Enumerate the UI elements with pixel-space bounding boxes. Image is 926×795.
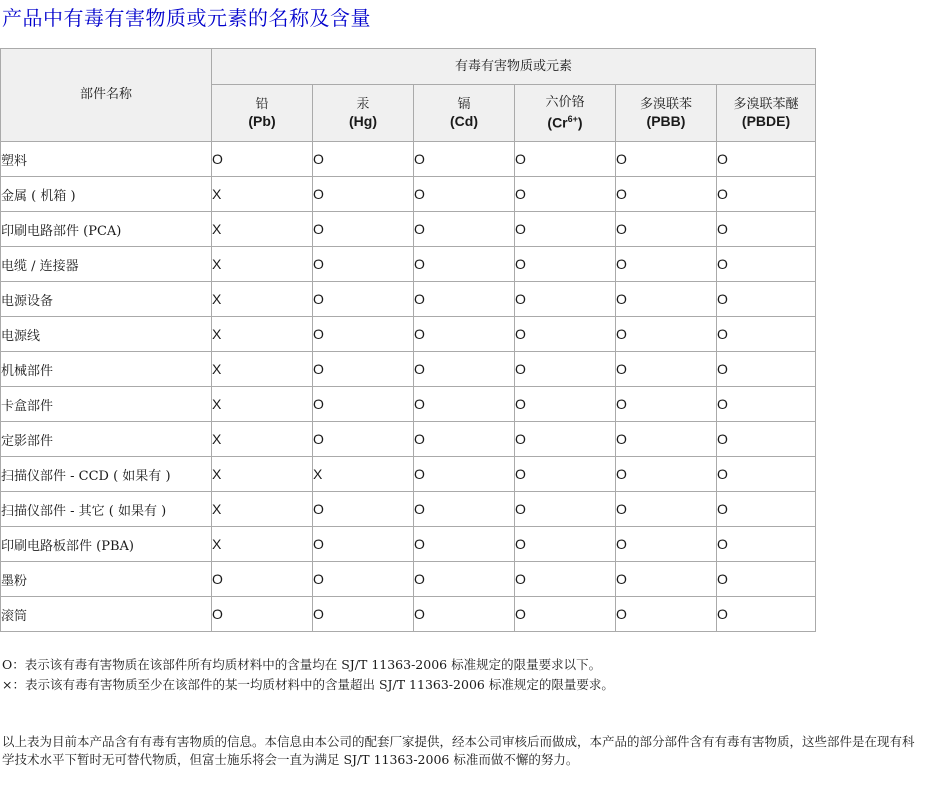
substance-value-cell: O: [313, 247, 414, 282]
column-name: 铅: [255, 97, 269, 112]
table-row: [1, 457, 816, 492]
part-name-cell: 电缆 / 连接器: [1, 247, 212, 282]
substance-value-cell: O: [414, 177, 515, 212]
substance-value-cell: O: [717, 282, 816, 317]
substance-value-cell: X: [212, 492, 313, 527]
table-row: [1, 212, 816, 247]
substance-value-cell: O: [414, 247, 515, 282]
substance-value-cell: X: [212, 457, 313, 492]
part-name-cell: 墨粉: [1, 562, 212, 597]
substance-value-cell: X: [212, 527, 313, 562]
column-name: 汞: [356, 97, 370, 112]
substance-value-cell: X: [212, 352, 313, 387]
substance-value-cell: O: [414, 317, 515, 352]
column-header-pbde: [717, 85, 816, 142]
substance-value-cell: X: [212, 247, 313, 282]
substance-value-cell: O: [717, 177, 816, 212]
substance-value-cell: O: [717, 597, 816, 632]
column-header-mercury: [313, 85, 414, 142]
substance-value-cell: O: [414, 282, 515, 317]
substance-value-cell: O: [313, 317, 414, 352]
column-header-lead: [212, 85, 313, 142]
substance-value-cell: O: [515, 597, 616, 632]
part-name-cell: 印刷电路部件 (PCA): [1, 212, 212, 247]
substance-value-cell: O: [717, 142, 816, 177]
substance-value-cell: O: [717, 352, 816, 387]
x-legend-note: ×：表示该有毒有害物质至少在该部件的某一均质材料中的含量超出 SJ/T 11363-2006 标准规定的限量要求。: [2, 677, 614, 692]
table-row: [1, 282, 816, 317]
part-name-cell: 扫描仪部件 - 其它 ( 如果有 ): [1, 492, 212, 527]
substance-value-cell: O: [414, 457, 515, 492]
substance-value-cell: O: [313, 387, 414, 422]
substance-value-cell: O: [616, 492, 717, 527]
substance-value-cell: O: [717, 527, 816, 562]
substance-value-cell: O: [212, 597, 313, 632]
page-title: 产品中有毒有害物质或元素的名称及含量: [2, 6, 371, 30]
substance-value-cell: O: [515, 562, 616, 597]
substance-value-cell: O: [616, 562, 717, 597]
substance-value-cell: O: [616, 597, 717, 632]
substance-value-cell: O: [515, 142, 616, 177]
substance-value-cell: O: [616, 177, 717, 212]
o-legend-note: O：表示该有毒有害物质在该部件所有均质材料中的含量均在 SJ/T 11363-2006 标准规定的限量要求以下。: [2, 657, 602, 672]
substance-value-cell: O: [212, 142, 313, 177]
substance-value-cell: O: [717, 387, 816, 422]
substance-value-cell: O: [313, 562, 414, 597]
part-name-cell: 金属 ( 机箱 ): [1, 177, 212, 212]
substance-value-cell: O: [515, 387, 616, 422]
substance-value-cell: O: [313, 597, 414, 632]
column-name: 多溴联苯: [639, 97, 692, 112]
table-row: [1, 142, 816, 177]
substance-value-cell: O: [515, 527, 616, 562]
substance-value-cell: O: [414, 597, 515, 632]
substance-value-cell: O: [515, 422, 616, 457]
table-row: [1, 597, 816, 632]
substance-value-cell: X: [212, 212, 313, 247]
part-name-cell: 印刷电路板部件 (PBA): [1, 527, 212, 562]
substance-value-cell: O: [717, 422, 816, 457]
substance-value-cell: X: [212, 282, 313, 317]
substance-value-cell: O: [616, 352, 717, 387]
substance-value-cell: X: [313, 457, 414, 492]
substance-value-cell: O: [515, 247, 616, 282]
substance-value-cell: O: [616, 142, 717, 177]
table-row: [1, 352, 816, 387]
part-name-cell: 卡盒部件: [1, 387, 212, 422]
substance-value-cell: O: [414, 387, 515, 422]
substance-value-cell: O: [515, 212, 616, 247]
column-symbol: (PBDE): [741, 113, 791, 129]
column-symbol: [515, 111, 615, 131]
substance-value-cell: X: [212, 422, 313, 457]
part-name-cell: 塑料: [1, 142, 212, 177]
legend-notes: [2, 655, 922, 695]
substance-value-cell: O: [414, 422, 515, 457]
table-row: [1, 387, 816, 422]
part-name-cell: 电源设备: [1, 282, 212, 317]
table-row: [1, 422, 816, 457]
symbol-superscript: 6+: [567, 114, 578, 125]
substance-value-cell: O: [515, 457, 616, 492]
symbol-base: (Cr: [547, 114, 568, 131]
hazardous-substances-table: [0, 48, 816, 632]
info-paragraph: 以上表为目前本产品含有有毒有害物质的信息。本信息由本公司的配套厂家提供，经本公司审核后而做成，本产品的部分部件含有有毒有害物质，这些部件是在现有科学技术水平下暂时无可替代物质，但富士施乐将会一直为满足 SJ/T 11363-2006 标准而做不懈的努力。: [2, 734, 915, 767]
substance-group-header: 有毒有害物质或元素: [212, 49, 816, 85]
column-symbol: (Cd): [450, 113, 478, 129]
table-row: [1, 562, 816, 597]
substance-value-cell: O: [717, 562, 816, 597]
symbol-end: ): [577, 114, 583, 131]
substance-value-cell: O: [616, 282, 717, 317]
substance-value-cell: O: [717, 247, 816, 282]
column-header-chromium: [515, 85, 616, 142]
substance-value-cell: O: [515, 352, 616, 387]
table-row: [1, 317, 816, 352]
column-header-pbb: [616, 85, 717, 142]
column-symbol: (Hg): [349, 113, 377, 129]
substance-value-cell: O: [717, 212, 816, 247]
table-row: [1, 247, 816, 282]
substance-value-cell: O: [616, 317, 717, 352]
part-name-cell: 机械部件: [1, 352, 212, 387]
column-name: 镉: [457, 97, 471, 112]
substance-value-cell: O: [414, 352, 515, 387]
substance-value-cell: O: [414, 562, 515, 597]
table-row: [1, 177, 816, 212]
substance-value-cell: O: [515, 492, 616, 527]
part-name-cell: 滚筒: [1, 597, 212, 632]
substance-value-cell: X: [212, 317, 313, 352]
column-name: 多溴联苯醚: [733, 97, 799, 112]
substance-value-cell: O: [717, 457, 816, 492]
substance-value-cell: O: [313, 212, 414, 247]
substance-value-cell: O: [313, 527, 414, 562]
substance-value-cell: O: [616, 212, 717, 247]
table-row: [1, 492, 816, 527]
column-name: 六价铬: [545, 95, 585, 111]
substance-value-cell: X: [212, 177, 313, 212]
substance-value-cell: O: [414, 142, 515, 177]
substance-value-cell: O: [717, 317, 816, 352]
substance-value-cell: O: [313, 142, 414, 177]
substance-value-cell: O: [616, 422, 717, 457]
part-name-cell: 定影部件: [1, 422, 212, 457]
substance-value-cell: O: [313, 282, 414, 317]
substance-value-cell: O: [313, 352, 414, 387]
substance-value-cell: O: [616, 387, 717, 422]
substance-value-cell: O: [212, 562, 313, 597]
substance-value-cell: O: [313, 422, 414, 457]
substance-value-cell: X: [212, 387, 313, 422]
substance-value-cell: O: [515, 317, 616, 352]
substance-value-cell: O: [313, 177, 414, 212]
table-row: [1, 527, 816, 562]
substance-value-cell: O: [414, 492, 515, 527]
substance-value-cell: O: [414, 527, 515, 562]
substance-value-cell: O: [616, 527, 717, 562]
substance-value-cell: O: [616, 247, 717, 282]
part-name-cell: 电源线: [1, 317, 212, 352]
substance-value-cell: O: [616, 457, 717, 492]
column-symbol: (Pb): [248, 113, 276, 129]
substance-value-cell: O: [313, 492, 414, 527]
substance-value-cell: O: [717, 492, 816, 527]
substance-value-cell: O: [414, 212, 515, 247]
column-symbol: (PBB): [646, 113, 686, 129]
part-name-header: 部件名称: [1, 49, 212, 142]
substance-value-cell: O: [515, 177, 616, 212]
part-name-cell: 扫描仪部件 - CCD ( 如果有 ): [1, 457, 212, 492]
column-header-cadmium: [414, 85, 515, 142]
table-body: [1, 142, 816, 632]
substance-value-cell: O: [515, 282, 616, 317]
